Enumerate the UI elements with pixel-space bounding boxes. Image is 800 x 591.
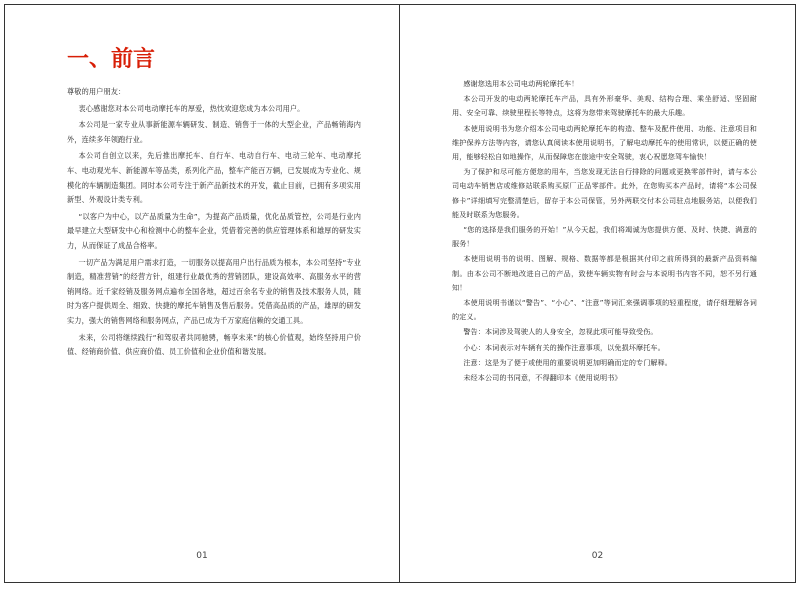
document-spread — [4, 4, 796, 583]
paragraph: 本公司开发的电动两轮摩托车产品，具有外形豪华、美观、结构合理、乘坐舒适、坚固耐用、安全可靠、续驶里程长等特点，这将为您带来驾驶摩托车的最大乐趣。 — [452, 94, 757, 118]
page-left — [5, 5, 400, 582]
paragraph: “以客户为中心，以产品质量为生命”，为提高产品质量，优化品质管控，公司是行业内最早建立大型研发中心和检测中心的整车企业，凭借着完善的供应管理体系和雄厚的研发实力，从而保证了成品合格率。 — [67, 211, 361, 250]
paragraph: 本使用说明书的说明、图解、规格、数据等都是根据其付印之前所得到的最新产品资料编制。由本公司不断地改进自己的产品，致使车辆实物有时会与本说明书内容不同，恕不另行通知！ — [452, 254, 757, 292]
paragraph: 未来，公司将继续践行“和驾驭者共同驰骋，畅享未来”的核心价值观，始终坚持用户价值、经销商价值、供应商价值、员工价值和企业价值和谐发展。 — [67, 332, 361, 357]
paragraph: “您的选择是我们服务的开始！”从今天起，我们将竭诚为您提供方便、及时、快捷、满意的服务！ — [452, 225, 757, 249]
notice-definition: 注意：这是为了便于或使用的重要说明更加明确而定的专门解释。 — [463, 357, 672, 367]
paragraph: 本使用说明书谨以“警告”、“小心”、“注意”等词汇来强调事项的轻重程度，请仔细理解各词的定义。 — [452, 298, 757, 322]
warning-definition: 警告：本词涉及驾驶人的人身安全，忽视此项可能导致受伤。 — [463, 327, 658, 337]
paragraph: 感谢您选用本公司电动两轮摩托车！ — [463, 79, 579, 88]
copyright-notice: 未经本公司的书同意，不得翻印本《使用说明书》 — [463, 373, 622, 383]
page-heading: 一、前言 — [67, 47, 156, 72]
page-number: 02 — [591, 551, 604, 561]
paragraph: 衷心感谢您对本公司电动摩托车的厚爱，热忱欢迎您成为本公司用户。 — [78, 103, 305, 113]
page-right — [400, 5, 795, 582]
greeting: 尊敬的用户朋友： — [67, 87, 126, 96]
paragraph: 本公司自创立以来，先后推出摩托车、自行车、电动自行车、电动三轮车、电动摩托车、电动观光车、新能源车等品类，系列化产品，整车产能百万辆，已发展成为专业化、规模化的车辆制造集团。同时本公司专注于新产品新技术的开发，截止目前，已拥有多项实用新型、外观设计类专利。 — [67, 151, 361, 205]
paragraph: 本使用说明书为您介绍本公司电动两轮摩托车的构造、整车及配件使用、功能、注意项目和维护保养方法等内容，请您认真阅读本使用说明书，了解电动摩托车的使用常识，以便正确的使用，能够轻松自如地操作，从而保障您在旅途中安全驾驶，衷心祝愿您驾车愉快！ — [452, 123, 757, 162]
paragraph: 本公司是一家专业从事新能源车辆研发、制造、销售于一体的大型企业，产品畅销海内外，连续多年领跑行业。 — [67, 120, 361, 144]
paragraph: 为了保护和尽可能方便您的用车，当您发现无法自行排除的问题或更换零部件时，请与本公司电动车销售店或维修站联系购买原厂正品零部件。此外，在您购买本产品时，请将“本公司保修卡”详细填写完整清楚后，留存于本公司保管，另外两联交付本公司驻点地服务站，以便我们能及时联系为您服务。 — [452, 167, 757, 219]
page-number: 01 — [196, 551, 208, 561]
paragraph: 一切产品为满足用户需求打造，一切服务以提高用户出行品质为根本，本公司坚持“专业制造，精准营销”的经营方针，组建行业最优秀的营销团队，建设高效率、高服务水平的营销网络。近千家经销及服务网点遍布全国各地，超过百余名专业的销售及技术服务人员，随时为客户提供周全、细致、快捷的摩托车销售及售后服务。凭借高品质的产品，雄厚的研发实力，强大的销售网络和服务网点，产品已成为千万家庭信赖的交通工具。 — [67, 257, 361, 325]
caution-definition: 小心：本词表示对车辆有关的操作注意事项，以免损坏摩托车。 — [463, 342, 665, 352]
